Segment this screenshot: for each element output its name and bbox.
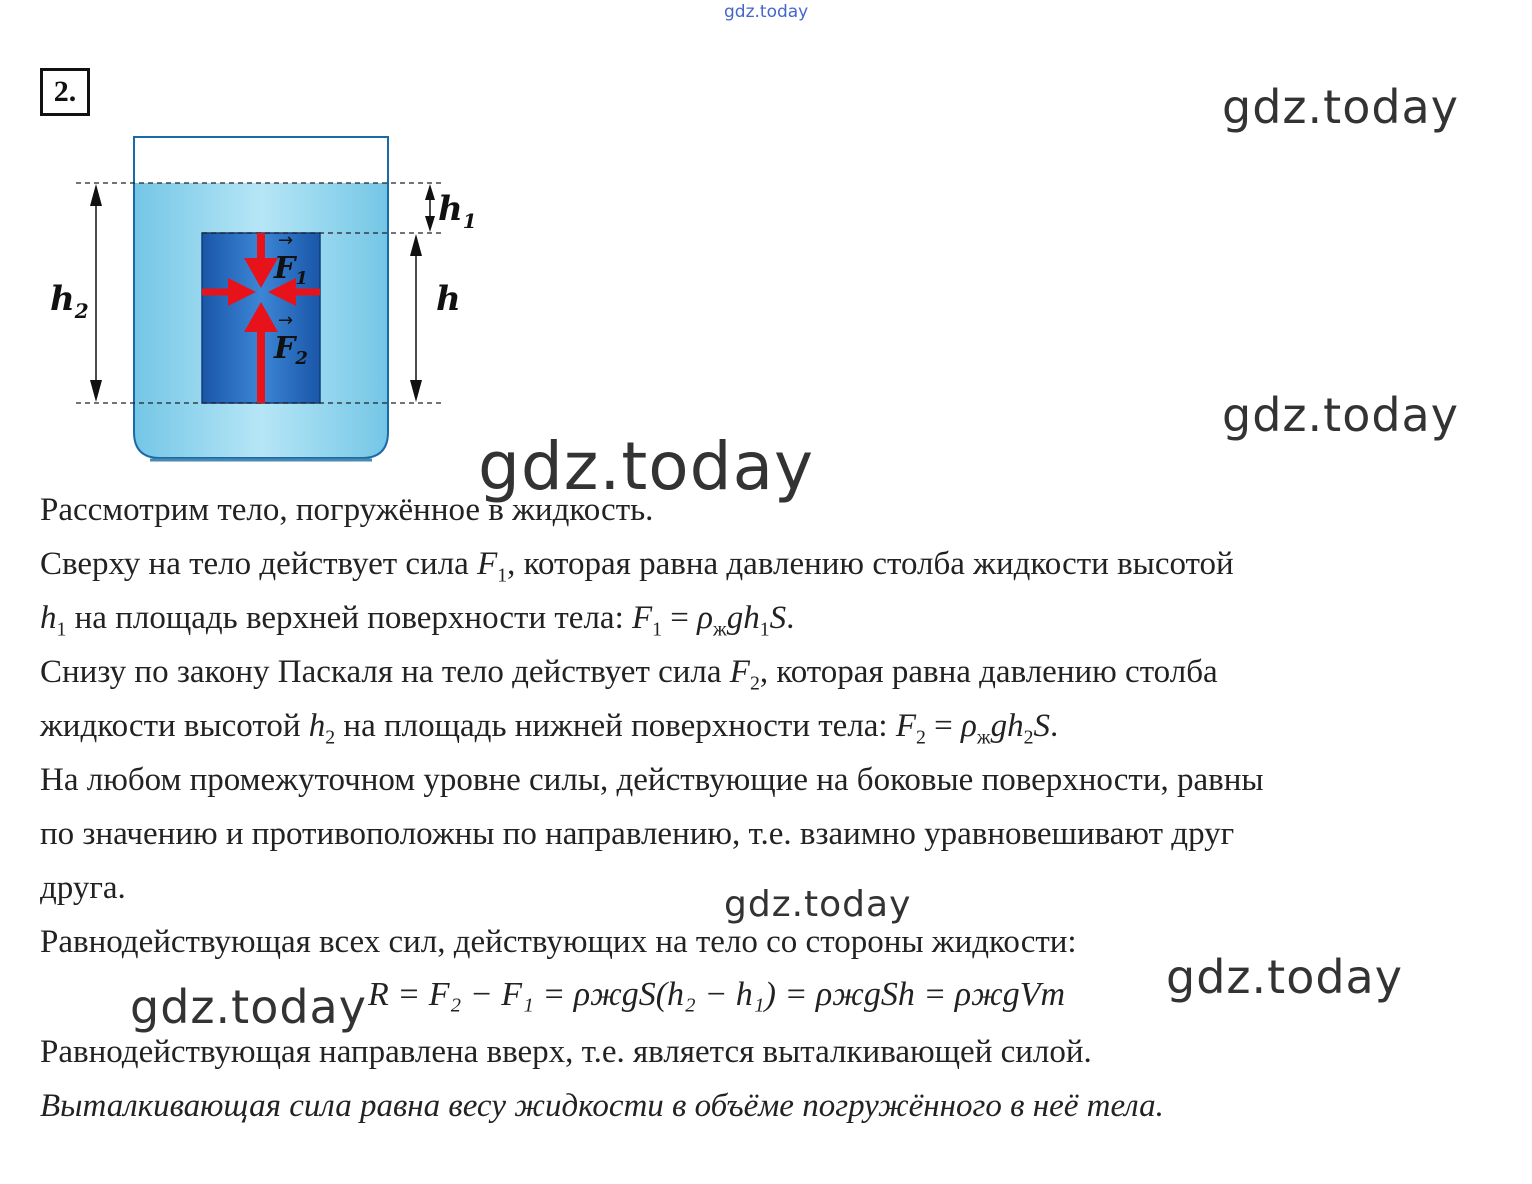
beaker-figure <box>0 120 500 470</box>
label-F1: $F_1$ <box>274 251 308 289</box>
text-line-11: Выталкивающая сила равна весу жидкости в объёме погружённого в неё тела. <box>40 1088 1164 1124</box>
watermark-right-1: gdz.today <box>1222 80 1459 134</box>
watermark-middle: gdz.today <box>724 884 912 925</box>
watermark-right-2: gdz.today <box>1222 388 1459 442</box>
watermark-formula-right: gdz.today <box>1166 950 1403 1004</box>
text-line-9: Равнодействующая всех сил, действующих на тело со стороны жидкости: <box>40 924 1077 960</box>
svg-text:→: → <box>278 310 294 331</box>
label-h2: $h_2$ <box>50 279 89 323</box>
svg-text:→: → <box>278 230 294 251</box>
text-line-1: Рассмотрим тело, погружённое в жидкость. <box>40 492 654 528</box>
text-line-2: Сверху на тело действует сила $F_1$, которая равна давлению столба жидкости высотой <box>40 546 1234 587</box>
task-number: 2. <box>40 68 90 116</box>
watermark-center: gdz.today <box>478 428 815 505</box>
text-line-5: жидкости высотой $h_2$ на площадь нижней поверхности тела: $F_2 = \rho_жgh_2S$. <box>40 708 1059 749</box>
watermark-formula-left: gdz.today <box>130 980 367 1034</box>
text-line-4: Снизу по закону Паскаля на тело действует сила $F_2$, которая равна давлению столба <box>40 654 1218 695</box>
resultant-formula: R = F₂ − F₁ = ρжgS(h₂ − h₁) = ρжgSh = ρжgVт <box>368 976 1066 1013</box>
label-F2: $F_2$ <box>274 331 308 369</box>
text-line-8: друга. <box>40 870 126 906</box>
label-h1: $h_1$ <box>438 189 477 233</box>
text-line-10: Равнодействующая направлена вверх, т.е. является выталкивающей силой. <box>40 1034 1092 1070</box>
text-line-3: $h_1$ на площадь верхней поверхности тела: $F_1 = \rho_жgh_1S$. <box>40 600 795 641</box>
watermark-top: gdz.today <box>724 2 809 22</box>
text-line-7: по значению и противоположны по направлению, т.е. взаимно уравновешивают друг <box>40 816 1235 852</box>
label-h: h <box>436 279 461 319</box>
text-line-6: На любом промежуточном уровне силы, действующие на боковые поверхности, равны <box>40 762 1264 798</box>
